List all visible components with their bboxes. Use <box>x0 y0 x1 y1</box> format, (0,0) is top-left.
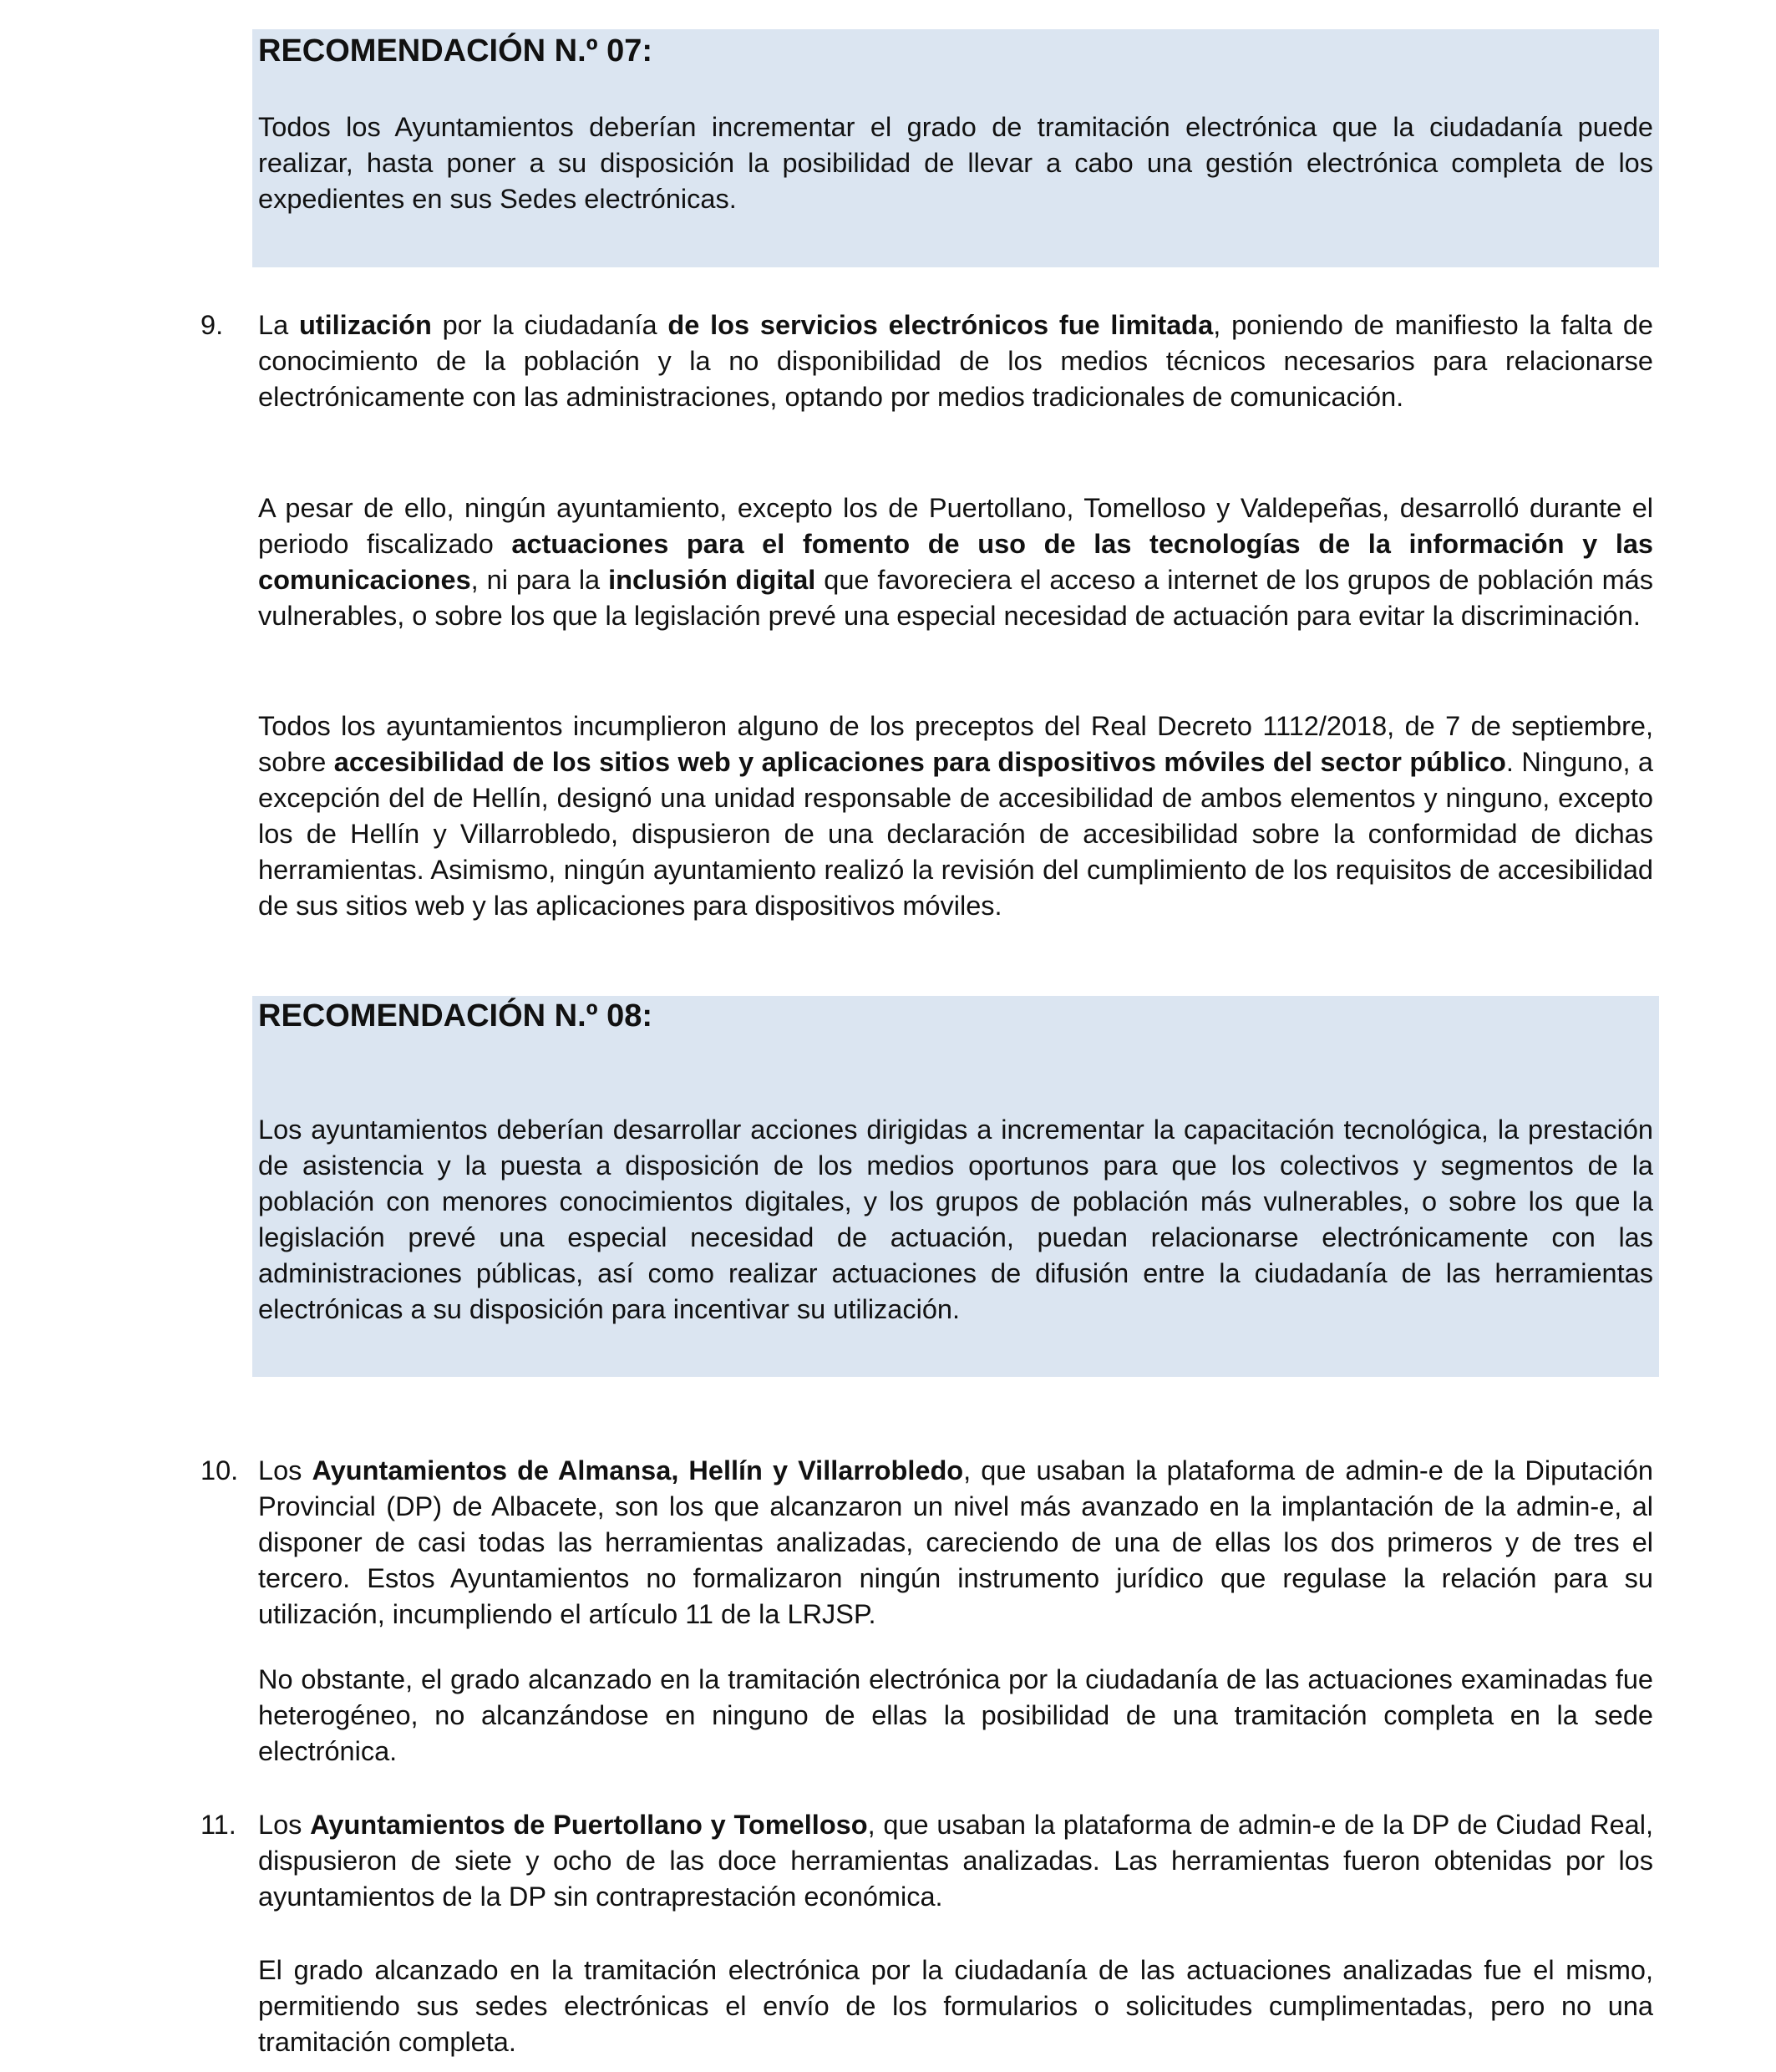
item-10-paragraph-2: No obstante, el grado alcanzado en la tramitación electrónica por la ciudadanía de las actuaciones examinadas fue heterogéneo, no alcanzándose en ninguno de ellas la posibilidad de una tramitación completa en la sede electrónica. <box>258 1664 1653 1766</box>
bold-text: Ayuntamientos de Puertollano y Tomelloso <box>310 1810 868 1840</box>
text: A pesar de ello, ningún ayuntamiento, excepto los de Puertollano, Tomelloso y Valdepeñas, desarrolló durante el periodo fiscalizado <box>258 493 1653 559</box>
recommendation-08-title: RECOMENDACIÓN N.º 08: <box>258 998 653 1033</box>
text: , que usaban la plataforma de admin-e de la Diputación Provincial (DP) de Albacete, son los que alcanzaron un nivel más avanzado en la implantación de la admin-e, al disponer de casi todas las herramientas analizadas, careciendo de una de ellas los dos primeros y de tres el tercero. Estos Ayuntamientos no formalizaron ningún instrumento jurídico que regulase la relación para su utilización, incumpliendo el artículo 11 de la LRJSP. <box>258 1455 1654 1629</box>
bold-text: de los servicios electrónicos fue limitada <box>667 310 1214 340</box>
text: Los <box>258 1455 312 1485</box>
bold-text: utilización <box>298 310 432 340</box>
text: Todos los ayuntamientos incumplieron alguno de los preceptos del Real Decreto 1112/2018, de 7 de septiembre, sobre <box>258 711 1653 777</box>
item-9-paragraph-3 <box>258 708 1653 924</box>
text: . Ninguno, a excepción del de Hellín, designó una unidad responsable de accesibilidad de ambos elementos y ninguno, excepto los de Hellín y Villarrobledo, dispusieron de una declaración de accesibilidad sobre la conformidad de dichas herramientas. Asimismo, ningún ayuntamiento realizó la revisión del cumplimiento de los requisitos de accesibilidad de sus sitios web y las aplicaciones para dispositivos móviles. <box>258 747 1654 921</box>
item-9-paragraph-1 <box>258 307 1653 415</box>
text: que favoreciera el acceso a internet de los grupos de población más vulnerables, o sobre los que la legislación prevé una especial necesidad de actuación para evitar la discriminación. <box>258 565 1653 631</box>
item-11-number: 11. <box>200 1810 236 1840</box>
item-11-paragraph-2: El grado alcanzado en la tramitación electrónica por la ciudadanía de las actuaciones analizadas fue el mismo, permitiendo sus sedes electrónicas el envío de los formularios o solicitudes cumplimentadas, pero no una tramitación completa. <box>258 1955 1653 2057</box>
item-11-paragraph-1 <box>258 1807 1653 1915</box>
text: Los <box>258 1810 311 1840</box>
bold-text: inclusión digital <box>608 565 816 595</box>
item-10-number: 10. <box>200 1455 239 1485</box>
text: , poniendo de manifiesto la falta de conocimiento de la población y la no disponibilidad de los medios técnicos necesarios para relacionarse electrónicamente con las administraciones, optando por medios tradicionales de comunicación. <box>258 310 1653 412</box>
recommendation-07-title: RECOMENDACIÓN N.º 07: <box>258 33 653 69</box>
item-10-paragraph-1 <box>258 1453 1653 1633</box>
bold-text: actuaciones para el fomento de uso de las tecnologías de la información y las comunicaciones <box>258 529 1654 595</box>
text: La <box>258 310 299 340</box>
recommendation-08-text: Los ayuntamientos deberían desarrollar acciones dirigidas a incrementar la capacitación tecnológica, la prestación de asistencia y la puesta a disposición de los medios oportunos para que los colectivos y segmentos de la población con menores conocimientos digitales, y los grupos de población más vulnerables, o sobre los que la legislación prevé una especial necesidad de actuación, puedan relacionarse electrónicamente con las administraciones públicas, así como realizar actuaciones de difusión entre la ciudadanía de las herramientas electrónicas a su disposición para incentivar su utilización. <box>258 1115 1653 1324</box>
text: por la ciudadanía <box>431 310 668 340</box>
bold-text: accesibilidad de los sitios web y aplicaciones para dispositivos móviles del sector público <box>333 747 1506 777</box>
item-9-number: 9. <box>200 310 224 340</box>
text: , que usaban la plataforma de admin-e de la DP de Ciudad Real, dispusieron de siete y ocho de las doce herramientas analizadas. Las herramientas fueron obtenidas por los ayuntamientos de la DP sin contraprestación económica. <box>258 1810 1653 1912</box>
recommendation-07-text: Todos los Ayuntamientos deberían incrementar el grado de tramitación electrónica que la ciudadanía puede realizar, hasta poner a su disposición la posibilidad de llevar a cabo una gestión electrónica completa de los expedientes en sus Sedes electrónicas. <box>258 112 1653 214</box>
item-9-paragraph-2 <box>258 490 1653 634</box>
bold-text: Ayuntamientos de Almansa, Hellín y Villarrobledo <box>312 1455 964 1485</box>
text: , ni para la <box>470 565 609 595</box>
